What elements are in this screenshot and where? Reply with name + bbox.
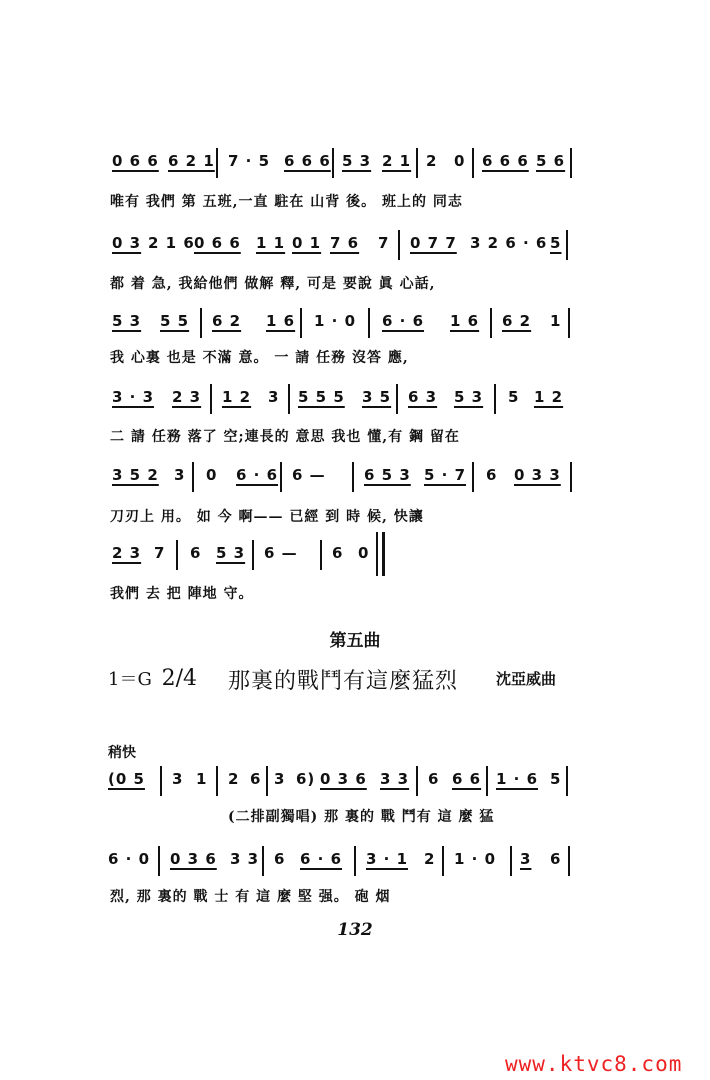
composer: 沈亞威曲 bbox=[496, 670, 557, 688]
song-title: 那裏的戰鬥有這麼猛烈 bbox=[228, 669, 459, 694]
note-group: 6 3 bbox=[408, 388, 438, 406]
notation-row-2 bbox=[0, 234, 710, 274]
barline bbox=[200, 308, 202, 338]
note-group: 5 · 7 bbox=[424, 466, 467, 484]
note-group: 6 6 6 bbox=[284, 152, 331, 170]
note-group: 5 bbox=[550, 770, 562, 788]
lyrics-row-3: 我 心裏 也是 不滿 意。 一 請 任務 沒答 應, bbox=[110, 350, 409, 366]
note-group: 5 5 5 bbox=[298, 388, 345, 406]
lyrics-row-1: 唯有 我們 第 五班,一直 駐在 山背 後。 班上的 同志 bbox=[110, 194, 463, 210]
note-group: 5 6 bbox=[536, 152, 566, 170]
note-group: 1 1 bbox=[256, 234, 286, 252]
lyrics-row-6: 我們 去 把 陣地 守。 bbox=[110, 586, 254, 602]
barline bbox=[266, 766, 268, 796]
key-text: 1＝G bbox=[108, 669, 152, 690]
note-group: 0 bbox=[206, 466, 218, 484]
page-number: 132 bbox=[337, 920, 373, 940]
note-group: 2 bbox=[424, 850, 436, 868]
barline bbox=[472, 462, 474, 492]
note-group: 3 bbox=[268, 388, 280, 406]
note-group: 0 3 6 bbox=[320, 770, 367, 788]
note-group: 6 6 bbox=[452, 770, 482, 788]
barline bbox=[192, 462, 194, 492]
note-group: 3 5 2 bbox=[112, 466, 159, 484]
note-group: 1 6 bbox=[266, 312, 296, 330]
barline bbox=[160, 766, 162, 796]
note-group: 2 bbox=[228, 770, 240, 788]
barline bbox=[396, 384, 398, 414]
note-group: 0 3 bbox=[112, 234, 142, 252]
note-group: 1 6 bbox=[450, 312, 480, 330]
tempo-marking: 稍快 bbox=[108, 745, 136, 761]
note-group: 3 3 bbox=[230, 850, 260, 868]
note-group: 6 · 6 bbox=[382, 312, 425, 330]
note-group: 6 2 bbox=[212, 312, 242, 330]
notation-row-7 bbox=[0, 770, 710, 810]
note-group: 5 bbox=[508, 388, 520, 406]
note-group: 6 bbox=[190, 544, 202, 562]
note-group: 2 3 bbox=[112, 544, 142, 562]
note-group: 2 1 6 bbox=[148, 234, 195, 252]
note-group: 2 bbox=[426, 152, 438, 170]
notation-row-3 bbox=[0, 312, 710, 352]
note-group: 6 2 bbox=[502, 312, 532, 330]
notation-row-8 bbox=[0, 850, 710, 890]
barline bbox=[510, 846, 512, 876]
notation-row-4 bbox=[0, 388, 710, 428]
note-group: 6 bbox=[274, 850, 286, 868]
note-group: 6 bbox=[250, 770, 262, 788]
note-group: 6 bbox=[332, 544, 344, 562]
note-group: 2 3 bbox=[172, 388, 202, 406]
note-group: 0 1 bbox=[292, 234, 322, 252]
note-group: 6 bbox=[428, 770, 440, 788]
barline bbox=[354, 846, 356, 876]
barline bbox=[320, 540, 322, 570]
lyrics-row-4: 二 請 任務 落了 空;連長的 意思 我也 懂,有 鋼 留在 bbox=[110, 429, 460, 445]
barline bbox=[216, 766, 218, 796]
note-group: 5 5 bbox=[160, 312, 190, 330]
lyrics-row-7: (二排副獨唱) 那 裏的 戰 鬥有 這 麼 猛 bbox=[228, 809, 495, 825]
note-group: 6 6 6 bbox=[482, 152, 529, 170]
note-group: 7 bbox=[154, 544, 166, 562]
barline bbox=[280, 462, 282, 492]
note-group: 3 3 bbox=[380, 770, 410, 788]
note-group: 6 bbox=[486, 466, 498, 484]
lyrics-row-2: 都 着 急, 我給他們 做解 釋, 可是 要說 眞 心話, bbox=[110, 276, 436, 292]
notation-row-6 bbox=[0, 544, 710, 584]
barline bbox=[176, 540, 178, 570]
notation-row-5 bbox=[0, 466, 710, 506]
barline bbox=[300, 308, 302, 338]
note-group: 6 · 6 bbox=[300, 850, 343, 868]
time-signature: 2/4 bbox=[161, 666, 197, 691]
note-group: 1 2 bbox=[534, 388, 564, 406]
note-group: 5 3 bbox=[216, 544, 246, 562]
barline bbox=[332, 148, 334, 178]
note-group: 1 · 0 bbox=[314, 312, 357, 330]
note-group: 1 bbox=[550, 312, 562, 330]
note-group: 0 6 6 bbox=[112, 152, 159, 170]
note-group: 3 bbox=[172, 770, 184, 788]
barline bbox=[570, 462, 572, 492]
note-group: 3 · 3 bbox=[112, 388, 155, 406]
key-signature bbox=[108, 665, 197, 691]
barline bbox=[566, 766, 568, 796]
note-group: 5 3 bbox=[112, 312, 142, 330]
note-group: 6 bbox=[550, 850, 562, 868]
note-group: (0 5 bbox=[108, 770, 145, 788]
barline bbox=[288, 384, 290, 414]
note-group: 1 2 bbox=[222, 388, 252, 406]
barline bbox=[442, 846, 444, 876]
note-group: 5 3 bbox=[454, 388, 484, 406]
piece-title: 第五曲 bbox=[329, 631, 381, 651]
barline bbox=[568, 308, 570, 338]
barline bbox=[494, 384, 496, 414]
notation-row-1 bbox=[0, 152, 710, 192]
watermark: www.ktvc8.com bbox=[505, 1052, 683, 1076]
barline bbox=[216, 148, 218, 178]
barline bbox=[490, 308, 492, 338]
barline bbox=[376, 532, 378, 576]
note-group: 5 bbox=[550, 234, 562, 252]
note-group: 7 bbox=[378, 234, 390, 252]
note-group: 6 — bbox=[264, 544, 298, 562]
barline bbox=[566, 230, 568, 260]
note-group: 6 5 3 bbox=[364, 466, 411, 484]
note-group: 7 · 5 bbox=[228, 152, 271, 170]
note-group: 0 3 6 bbox=[170, 850, 217, 868]
barline bbox=[262, 846, 264, 876]
lyrics-row-5: 刀刃上 用。 如 今 啊—— 已經 到 時 候, 快讓 bbox=[110, 509, 424, 525]
note-group: 6 · 0 bbox=[108, 850, 151, 868]
note-group: 3 bbox=[274, 770, 286, 788]
note-group: 1 · 0 bbox=[454, 850, 497, 868]
note-group: 3 bbox=[174, 466, 186, 484]
note-group: 3 5 bbox=[362, 388, 392, 406]
note-group: 1 bbox=[196, 770, 208, 788]
barline bbox=[158, 846, 160, 876]
final-barline bbox=[382, 532, 385, 576]
note-group: 7 6 bbox=[330, 234, 360, 252]
note-group: 6 — bbox=[292, 466, 326, 484]
barline bbox=[486, 766, 488, 796]
note-group: 1 · 6 bbox=[496, 770, 539, 788]
note-group: 5 3 bbox=[342, 152, 372, 170]
note-group: 3 · 1 bbox=[366, 850, 409, 868]
note-group: 0 3 3 bbox=[514, 466, 561, 484]
barline bbox=[368, 308, 370, 338]
note-group: 0 6 6 bbox=[194, 234, 241, 252]
barline bbox=[252, 540, 254, 570]
barline bbox=[398, 230, 400, 260]
note-group: 3 2 6 · 6 bbox=[470, 234, 548, 252]
note-group: 2 1 bbox=[382, 152, 412, 170]
barline bbox=[352, 462, 354, 492]
barline bbox=[416, 766, 418, 796]
barline bbox=[568, 846, 570, 876]
barline bbox=[570, 148, 572, 178]
note-group: 3 bbox=[520, 850, 532, 868]
note-group: 6 2 1 bbox=[168, 152, 215, 170]
barline bbox=[416, 148, 418, 178]
barline bbox=[472, 148, 474, 178]
note-group: 0 bbox=[358, 544, 370, 562]
note-group: 6 · 6 bbox=[236, 466, 279, 484]
lyrics-row-8: 烈, 那 裏的 戰 士 有 這 麼 堅 强。 砲 烟 bbox=[110, 889, 391, 905]
barline bbox=[210, 384, 212, 414]
note-group: 6) bbox=[296, 770, 316, 788]
note-group: 0 7 7 bbox=[410, 234, 457, 252]
note-group: 0 bbox=[454, 152, 466, 170]
